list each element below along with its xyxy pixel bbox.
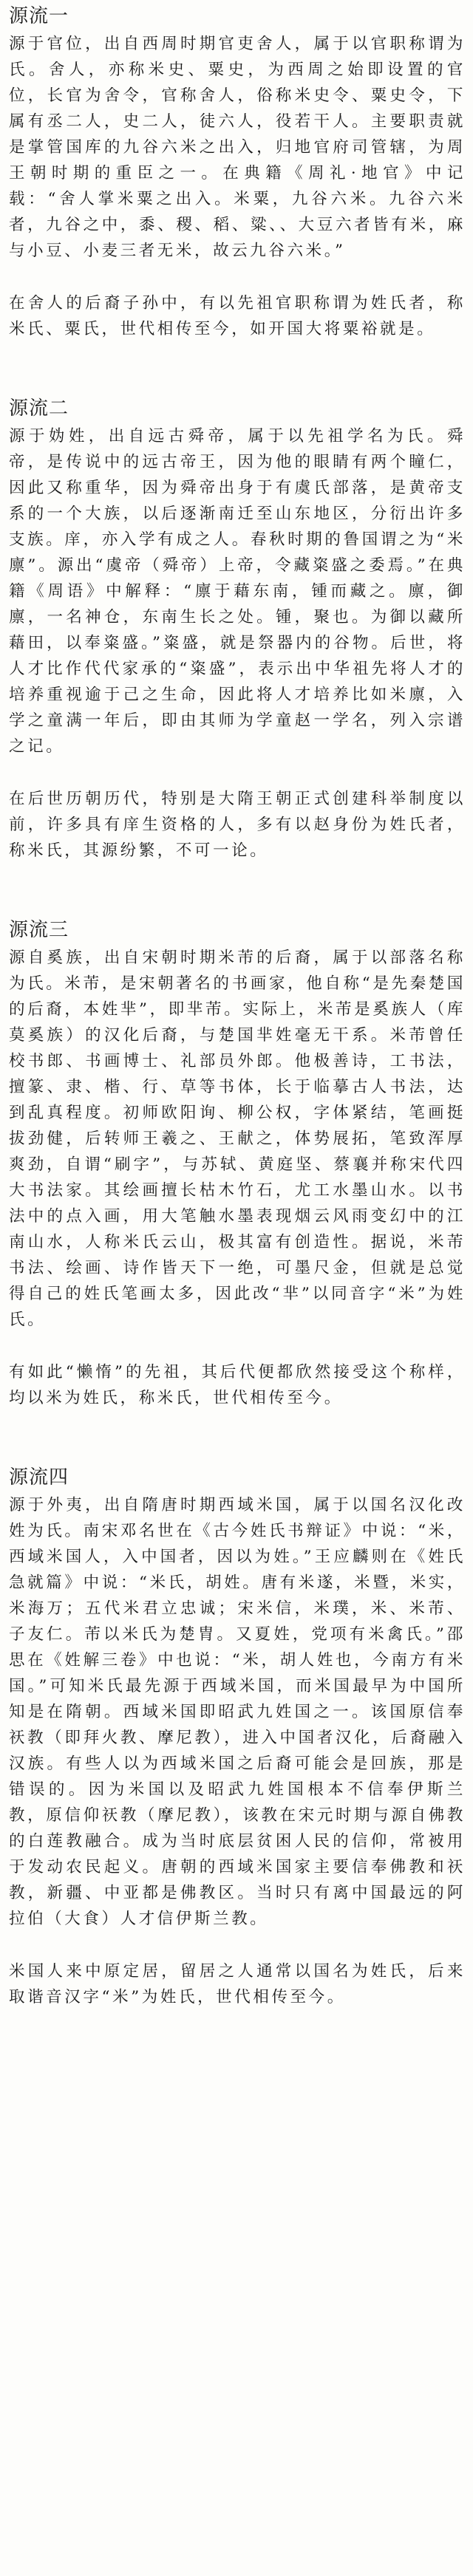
- section-paragraph: 在舍人的后裔子孙中，有以先祖官职称谓为姓氏者，称米氏、粟氏，世代相传至今，如开国大将粟裕就是。: [9, 294, 466, 338]
- section-heading: 源流四: [9, 1466, 69, 1489]
- section-origin-1: [9, 1, 466, 342]
- section-paragraph: 有如此“懒惰”的先祖，其后代便都欣然接受这个称样，均以米为姓氏，称米氏，世代相传至今。: [9, 1363, 466, 1407]
- section-paragraph: 源自奚族，出自宋朝时期米芾的后裔，属于以部落名称为氏。米芾，是宋朝著名的书画家，他自称“是先秦楚国的后裔，本姓芈”，即芈芾。实际上，米芾是奚族人（库莫奚族）的汉化后裔，与楚国芈姓毫无干系。米芾曾任校书郎、书画博士、礼部员外郎。他极善诗，工书法，擅篆、隶、楷、行、草等书体，长于临摹古人书法，达到乱真程度。初师欧阳询、柳公权，字体紧结，笔画挺拔劲健，后转师王羲之、王献之，体势展拓，笔致浑厚爽劲，自谓“刷字”，与苏轼、黄庭坚、蔡襄并称宋代四大书法家。其绘画擅长枯木竹石，尤工水墨山水。以书法中的点入画，用大笔触水墨表现烟云风雨变幻中的江南山水，人称米氏云山，极其富有创造性。据说，米芾书法、绘画、诗作皆天下一绝，可墨尺金，但就是总觉得自己的姓氏笔画太多，因此改“芈”以同音字“米”为姓氏。: [9, 949, 466, 1329]
- section-paragraph: 源于妫姓，出自远古舜帝，属于以先祖学名为氏。舜帝，是传说中的远古帝王，因为他的眼睛有两个瞳仁，因此又称重华，因为舜帝出身于有虞氏部落，是黄帝支系的一个大族，以后逐渐南迁至山东地区，分衍出许多支族。庠，亦入学有成之人。春秋时期的鲁国谓之为“米廪”。源出“虞帝（舜帝）上帝，令藏粢盛之委焉。”在典籍《周语》中解释：“廪于藉东南，锺而藏之。廪，御廪，一名神仓，东南生长之处。锺，聚也。为御以藏所藉田，以奉粢盛。”粢盛，就是祭器内的谷物。后世，将人才比作代代家承的“粢盛”，表示出中华祖先将人才的培养重视逾于己之生命，因此将人才培养比如米廪，入学之童满一年后，即由其师为学童赵一学名，列入宗谱之记。: [9, 427, 466, 756]
- section-heading: 源流一: [9, 5, 69, 27]
- section-origin-3: [9, 915, 466, 1411]
- section-origin-4: [9, 1463, 466, 2010]
- section-heading: 源流三: [9, 919, 69, 941]
- section-paragraph: 在后世历朝历代，特别是大隋王朝正式创建科举制度以前，许多具有庠生资格的人，多有以赵身份为姓氏者，称米氏，其源纷繁，不可一论。: [9, 790, 466, 860]
- section-heading: 源流二: [9, 397, 69, 420]
- section-paragraph: 米国人来中原定居，留居之人通常以国名为姓氏，后来取谐音汉字“米”为姓氏，世代相传至今。: [9, 1962, 466, 2006]
- section-origin-2: [9, 394, 466, 864]
- section-paragraph: 源于官位，出自西周时期官吏舍人，属于以官职称谓为氏。舍人，亦称米史、粟史，为西周之始即设置的官位，长官为舍令，官称舍人，俗称米史令、粟史令，下属有丞二人，史二人，徒六人，役若干人。主要职责就是掌管国库的九谷六米之出入，归地官府司管辖，为周王朝时期的重臣之一。在典籍《周礼·地官》中记载：“舍人掌米粟之出入。米粟，九谷六米。九谷六米者，九谷之中，黍、稷、稻、粱、、大豆六者皆有米，麻与小豆、小麦三者无米，故云九谷六米。”: [9, 35, 466, 260]
- section-paragraph: 源于外夷，出自隋唐时期西域米国，属于以国名汉化改姓为氏。南宋邓名世在《古今姓氏书辩证》中说：“米，西域米国人，入中国者，因以为姓。”王应麟则在《姓氏急就篇》中说：“米氏，胡姓。唐有米遂，米暨，米实，米海万；五代米君立忠诚；宋米信，米璞，米、米芾、子友仁。芾以米氏为楚胄。又夏姓，党项有米禽氏。”邵思在《姓解三卷》中也说：“米，胡人姓也，今南方有米国。”可知米氏最先源于西域米国，而米国最早为中国所知是在隋朝。西域米国即昭武九姓国之一。该国原信奉祆教（即拜火教、摩尼教），进入中国者汉化，后裔融入汉族。有些人以为西域米国之后裔可能会是回族，那是错误的。因为米国以及昭武九姓国根本不信奉伊斯兰教，原信仰祆教（摩尼教），该教在宋元时期与源自佛教的白莲教融合。成为当时底层贫困人民的信仰，常被用于发动农民起义。唐朝的西域米国家主要信奉佛教和祆教，新疆、中亚都是佛教区。当时只有离中国最远的阿拉伯（大食）人才信伊斯兰教。: [9, 1496, 466, 1928]
